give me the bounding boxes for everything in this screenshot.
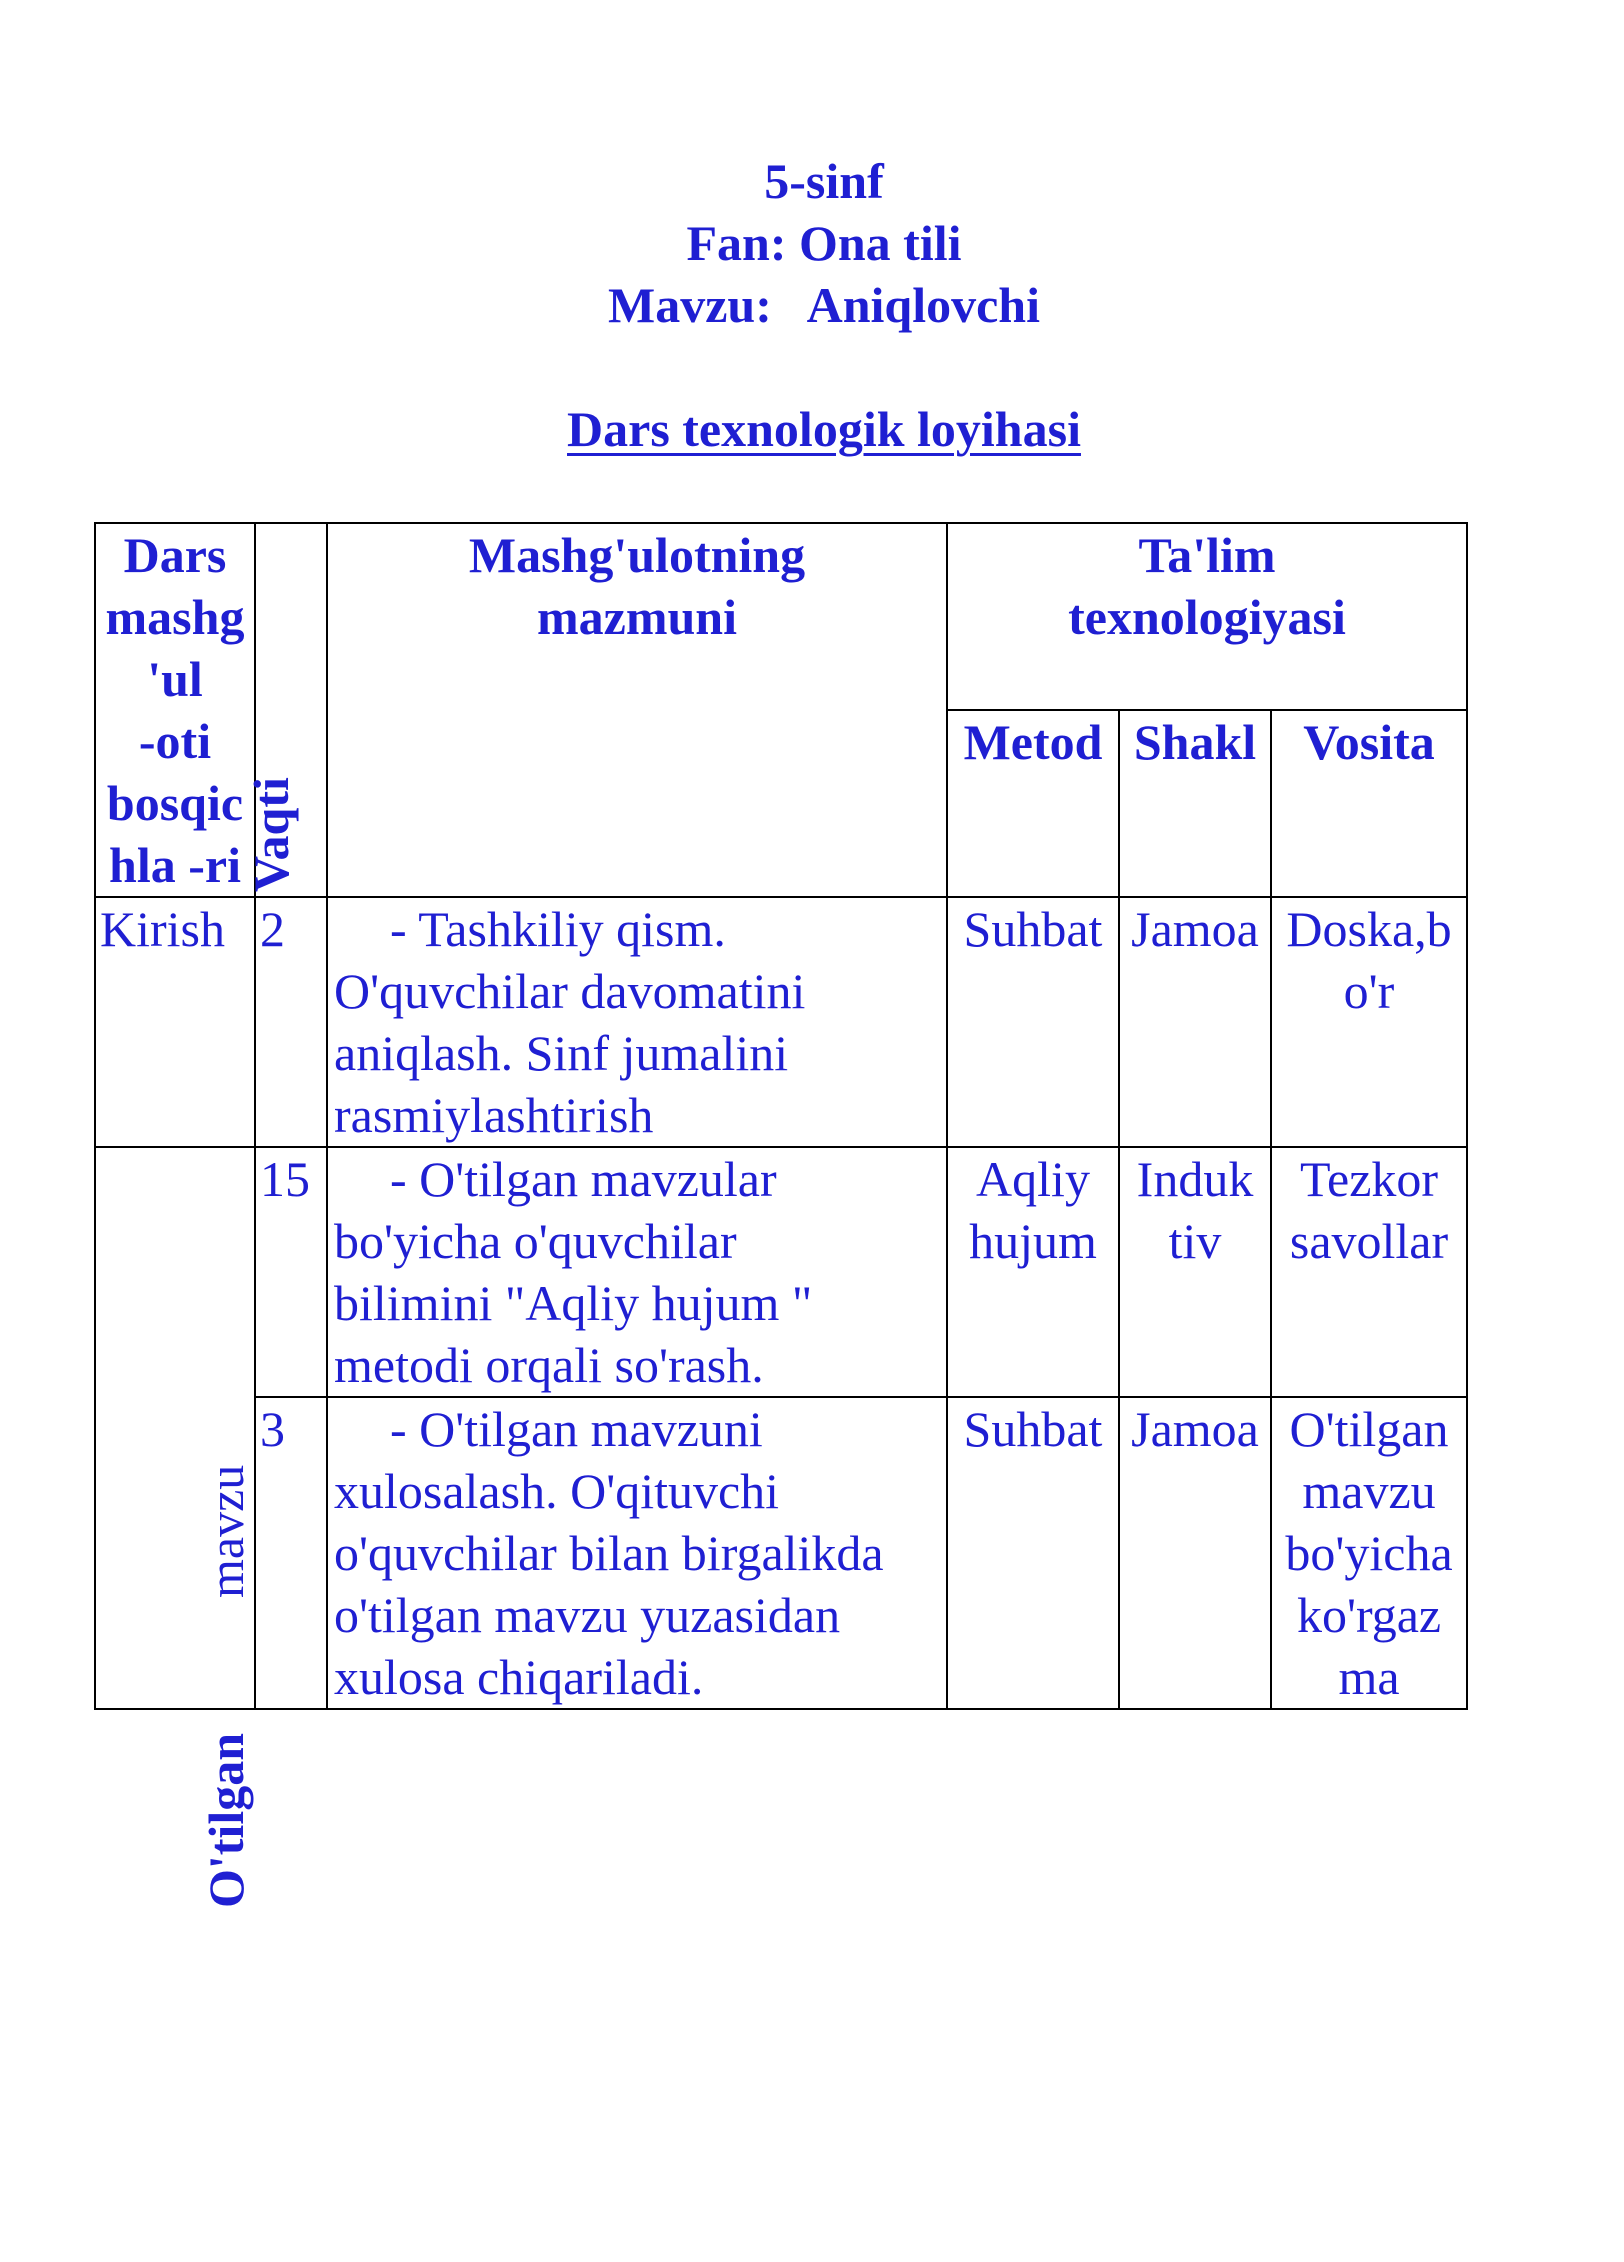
header-content — [327, 523, 947, 897]
cell-time: 15 — [255, 1147, 327, 1397]
content-line: bilimini "Aqliy hujum " — [334, 1275, 813, 1331]
header-method: Metod — [947, 710, 1119, 897]
header-stage-line: bosqic — [106, 775, 244, 831]
header-time-text: Vaqti — [243, 777, 299, 892]
lesson-plan-table — [94, 522, 1468, 1908]
method-line: Suhbat — [963, 1401, 1103, 1457]
content-line: xulosalash. O'qituvchi — [334, 1463, 780, 1519]
header-stage-line: mashg — [105, 589, 245, 645]
method-line: Aqliy — [976, 1151, 1090, 1207]
document-title — [0, 398, 1600, 460]
cell-form — [1119, 1397, 1271, 1709]
tool-line: Doska,b — [1286, 901, 1452, 957]
content-line: bo'yicha o'quvchilar — [334, 1213, 737, 1269]
cell-content — [327, 1147, 947, 1397]
cell-content — [327, 897, 947, 1147]
header-stage-line: Dars — [123, 527, 227, 583]
cell-stage-merged — [95, 1147, 255, 1908]
content-line: rasmiylashtirish — [334, 1087, 654, 1143]
content-line: aniqlash. Sinf jumalini — [334, 1025, 789, 1081]
header-technology — [947, 523, 1467, 710]
tool-line: ko'rgaz — [1296, 1587, 1442, 1643]
tool-line: ma — [1338, 1649, 1400, 1705]
method-line: hujum — [969, 1213, 1097, 1269]
header-technology-line: texnologiyasi — [1068, 589, 1346, 645]
header-row-1 — [95, 523, 1467, 710]
cell-method — [947, 1397, 1119, 1709]
stage-label-part2: O'tilgan — [198, 1732, 254, 1908]
cell-method — [947, 897, 1119, 1147]
header-time — [243, 523, 327, 897]
cell-time: 3 — [255, 1397, 327, 1709]
form-line: Induk — [1136, 1151, 1254, 1207]
tool-line: mavzu — [1302, 1463, 1436, 1519]
tool-line: O'tilgan — [1289, 1401, 1449, 1457]
table-row — [95, 897, 1467, 1147]
content-line: o'quvchilar bilan birgalikda — [334, 1525, 884, 1581]
tool-line: o'r — [1343, 963, 1395, 1019]
content-line: O'quvchilar davomatini — [334, 963, 806, 1019]
content-line: xulosa chiqariladi. — [334, 1649, 704, 1705]
cell-tool — [1271, 1147, 1467, 1397]
header-technology-line: Ta'lim — [1138, 527, 1276, 583]
cell-form — [1119, 1147, 1271, 1397]
document-title-text: Dars texnologik loyihasi — [567, 401, 1081, 457]
header-content-line: Mashg'ulotning — [468, 527, 806, 583]
tool-line: Tezkor — [1299, 1151, 1439, 1207]
header-stage-line: -oti — [138, 713, 212, 769]
form-line: Jamoa — [1131, 1401, 1259, 1457]
cell-stage: Kirish — [95, 897, 255, 1147]
topic-label: Mavzu: Aniqlovchi — [608, 277, 1040, 333]
cell-content — [327, 1397, 947, 1709]
grade-label: 5-sinf — [764, 153, 884, 209]
header-stage-line: 'ul — [147, 651, 203, 707]
content-line: - O'tilgan mavzular — [390, 1151, 777, 1207]
cell-tool — [1271, 1397, 1467, 1709]
stage-label-part1: mavzu — [198, 1464, 254, 1598]
table-row — [95, 1397, 1467, 1709]
form-line: Jamoa — [1131, 901, 1259, 957]
content-line: metodi orqali so'rash. — [334, 1337, 764, 1393]
cell-method — [947, 1147, 1119, 1397]
content-line: - Tashkiliy qism. — [390, 901, 726, 957]
content-line: o'tilgan mavzu yuzasidan — [334, 1587, 841, 1643]
subject-label: Fan: Ona tili — [686, 215, 962, 271]
tool-line: bo'yicha — [1285, 1525, 1453, 1581]
form-line: tiv — [1168, 1213, 1222, 1269]
header-tool: Vosita — [1271, 710, 1467, 897]
cell-time: 2 — [255, 897, 327, 1147]
tool-line: savollar — [1289, 1213, 1449, 1269]
table-row — [95, 1147, 1467, 1397]
content-line: - O'tilgan mavzuni — [390, 1401, 763, 1457]
header-stage — [95, 523, 255, 897]
header-stage-line: hla -ri — [109, 837, 241, 893]
method-line: Suhbat — [963, 901, 1103, 957]
header-content-line: mazmuni — [537, 589, 737, 645]
cell-form — [1119, 897, 1271, 1147]
page-header — [0, 150, 1600, 336]
cell-tool — [1271, 897, 1467, 1147]
header-form: Shakl — [1119, 710, 1271, 897]
